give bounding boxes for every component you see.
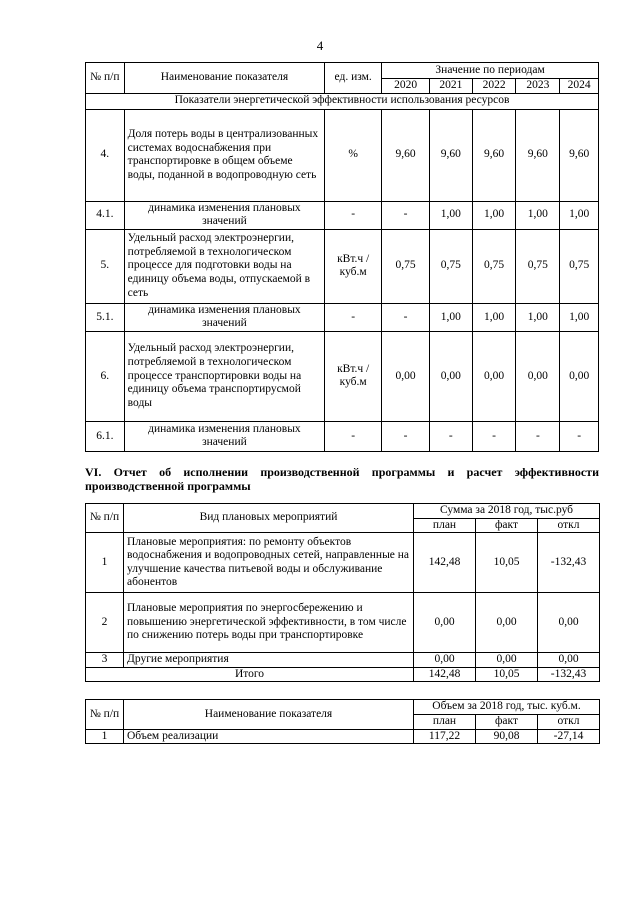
row-value: 0,75 xyxy=(382,229,430,303)
row-value: 142,48 xyxy=(414,533,476,593)
row-value: 0,00 xyxy=(516,331,560,421)
row-name: Удельный расход электроэнергии, потребляемой в технологическом процессе транспортировки воды на единицу объема транспортирусмой воды xyxy=(124,331,325,421)
total-value: 142,48 xyxy=(414,667,476,682)
row-value: 0,00 xyxy=(382,331,430,421)
row-value: 0,00 xyxy=(414,593,476,653)
row-num: 5.1. xyxy=(86,303,125,331)
row-name: Другие мероприятия xyxy=(124,653,414,668)
row-value: 1,00 xyxy=(516,201,560,229)
row-unit: % xyxy=(325,109,382,201)
row-name: динамика изменения плановых значений xyxy=(124,303,325,331)
row-value: 0,00 xyxy=(414,653,476,668)
col-header-volume: Объем за 2018 год, тыс. куб.м. xyxy=(414,700,600,715)
year-header: 2023 xyxy=(516,79,560,94)
row-value: - xyxy=(516,421,560,451)
col-header-unit: ед. изм. xyxy=(325,63,382,94)
table-row xyxy=(86,653,600,668)
row-num: 3 xyxy=(86,653,124,668)
row-value: 1,00 xyxy=(429,303,472,331)
row-value: 9,60 xyxy=(429,109,472,201)
subheader-dev: откл xyxy=(538,715,600,730)
table-row xyxy=(86,331,599,421)
page-number: 4 xyxy=(316,38,324,53)
row-num: 6. xyxy=(86,331,125,421)
row-value: 1,00 xyxy=(472,303,516,331)
total-value: 10,05 xyxy=(476,667,538,682)
energy-efficiency-table xyxy=(85,62,599,452)
row-value: 0,75 xyxy=(516,229,560,303)
col-header-num: № п/п xyxy=(86,63,125,94)
row-num: 6.1. xyxy=(86,421,125,451)
row-num: 4.1. xyxy=(86,201,125,229)
row-value: 0,00 xyxy=(429,331,472,421)
table-row xyxy=(86,593,600,653)
table-row xyxy=(86,421,599,451)
row-value: 1,00 xyxy=(472,201,516,229)
row-num: 1 xyxy=(86,729,124,744)
row-value: 0,00 xyxy=(476,593,538,653)
table-row xyxy=(86,303,599,331)
row-value: 0,75 xyxy=(472,229,516,303)
row-value: - xyxy=(382,303,430,331)
row-value: 1,00 xyxy=(516,303,560,331)
row-value: - xyxy=(382,201,430,229)
subheader-fact: факт xyxy=(476,518,538,533)
row-name: Плановые мероприятия по энергосбережению и повышению энергетической эффективности, в том числе по снижению потерь воды при транспортировке xyxy=(124,593,414,653)
row-unit: - xyxy=(325,201,382,229)
subheader-fact: факт xyxy=(476,715,538,730)
row-value: 0,00 xyxy=(538,593,600,653)
row-name: динамика изменения плановых значений xyxy=(124,421,325,451)
row-name: Плановые мероприятия: по ремонту объектов водоснабжения и водопроводных сетей, направленные на улучшение качества питьевой воды и обслуживание абонентов xyxy=(124,533,414,593)
row-value: 9,60 xyxy=(472,109,516,201)
row-value: - xyxy=(429,421,472,451)
year-header: 2021 xyxy=(429,79,472,94)
table-row xyxy=(86,201,599,229)
row-value: 0,00 xyxy=(538,653,600,668)
row-num: 5. xyxy=(86,229,125,303)
total-row xyxy=(86,667,600,682)
col-header-name: Наименование показателя xyxy=(124,63,325,94)
row-value: 0,00 xyxy=(472,331,516,421)
subheader-dev: откл xyxy=(538,518,600,533)
subheader-plan: план xyxy=(414,715,476,730)
row-value: 117,22 xyxy=(414,729,476,744)
total-value: -132,43 xyxy=(538,667,600,682)
table-row xyxy=(86,729,600,744)
row-value: 0,75 xyxy=(560,229,599,303)
row-name: Удельный расход электроэнергии, потребляемой в технологическом процессе для подготовки воды на единицу объема воды, отпускаемой в сеть xyxy=(124,229,325,303)
row-unit: - xyxy=(325,303,382,331)
table-row xyxy=(86,109,599,201)
year-header: 2020 xyxy=(382,79,430,94)
row-value: -132,43 xyxy=(538,533,600,593)
col-header-num: № п/п xyxy=(86,700,124,730)
row-value: 10,05 xyxy=(476,533,538,593)
year-header: 2022 xyxy=(472,79,516,94)
row-name: динамика изменения плановых значений xyxy=(124,201,325,229)
row-value: 1,00 xyxy=(560,201,599,229)
row-name: Объем реализации xyxy=(124,729,414,744)
row-unit: - xyxy=(325,421,382,451)
row-value: - xyxy=(560,421,599,451)
row-unit: кВт.ч / куб.м xyxy=(325,331,382,421)
year-header: 2024 xyxy=(560,79,599,94)
section-title: VI. Отчет об исполнении производственной программы и расчет эффективности производственной программы xyxy=(85,465,599,493)
row-unit: кВт.ч / куб.м xyxy=(325,229,382,303)
table-row xyxy=(86,229,599,303)
row-value: - xyxy=(382,421,430,451)
row-value: 0,00 xyxy=(476,653,538,668)
col-header-sum: Сумма за 2018 год, тыс.руб xyxy=(414,504,600,519)
row-value: 90,08 xyxy=(476,729,538,744)
row-value: 9,60 xyxy=(382,109,430,201)
col-header-periods: Значение по периодам xyxy=(382,63,599,79)
row-value: 9,60 xyxy=(516,109,560,201)
subheader-plan: план xyxy=(414,518,476,533)
row-value: 1,00 xyxy=(560,303,599,331)
row-value: 1,00 xyxy=(429,201,472,229)
row-value: 0,75 xyxy=(429,229,472,303)
col-header-activity: Вид плановых мероприятий xyxy=(124,504,414,533)
row-name: Доля потерь воды в централизованных системах водоснабжения при транспортировке в общем объеме воды, поданной в водопроводную сеть xyxy=(124,109,325,201)
row-num: 4. xyxy=(86,109,125,201)
col-header-indicator: Наименование показателя xyxy=(124,700,414,730)
row-value: - xyxy=(472,421,516,451)
row-value: -27,14 xyxy=(538,729,600,744)
sales-volume-table xyxy=(85,699,600,744)
table-row xyxy=(86,533,600,593)
section-row: Показатели энергетической эффективности использования ресурсов xyxy=(86,93,599,109)
row-value: 9,60 xyxy=(560,109,599,201)
row-num: 2 xyxy=(86,593,124,653)
program-report-table xyxy=(85,503,600,682)
row-value: 0,00 xyxy=(560,331,599,421)
col-header-num: № п/п xyxy=(86,504,124,533)
row-num: 1 xyxy=(86,533,124,593)
total-label: Итого xyxy=(86,667,414,682)
